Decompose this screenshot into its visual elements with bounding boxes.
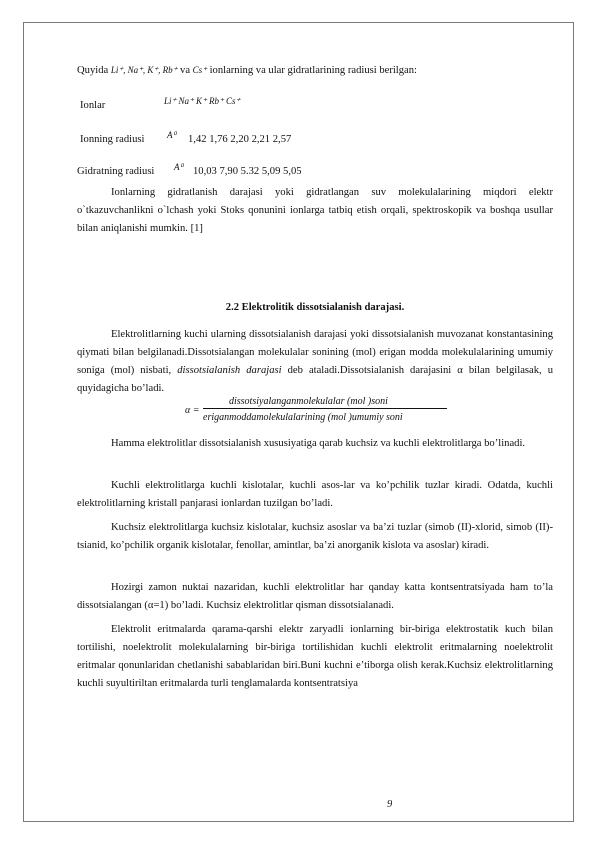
paragraph-modern-view: Hozirgi zamon nuktai nazaridan, kuchli elektrolitlar har qanday katta kontsentratsiyada ham to’la dissotsialangan (α=1) bo’ladi. Kuchsiz elektrolitlar qisman dissotsialanadi. [77,582,553,611]
radius-row-values: 1,42 1,76 2,20 2,21 2,57 [188,134,292,145]
para2-part-b: deb ataladi.Dissotsialanish darajasini α bilan belgilasak, u quyidagicha bo’ladi. [77,365,553,394]
hydrate-row-label: Gidratning radiusi [77,166,155,177]
formula-numerator: dissotsiyalanganmolekulalar (mol )soni [229,396,388,407]
para2-part-a: Elektrolitlarning kuchi ularning dissotsialanish darajasi yoki dissotsialanish muvozanat konstantasining qiymati bilan belgilanadi.Dissotsialangan molekulalar sonining (mol) erigan modda molekulalarining umumiy soniga (mol) nisbati, [77,329,553,376]
hydrate-unit: A⁰ [174,162,184,172]
intro-line [77,61,417,80]
section-heading: 2.2 Elektrolitik dissotsialanish darajasi. [225,302,405,313]
paragraph-dissociation-degree [77,326,553,398]
paragraph-classification: Hamma elektrolitlar dissotsialanish xususiyatiga qarab kuchsiz va kuchli elektrolitlarga bo’linadi. [111,438,526,449]
radius-row-label: Ionning radiusi [80,134,145,145]
intro-word: Quyida [77,65,109,76]
ion-row-label: Ionlar [80,100,106,111]
paragraph-hydration: Ionlarning gidratlanish darajasi yoki gidratlangan suv molekulalarining miqdori elektr o`tkazuvchanlikni o`lchash yoki Stoks qonunini ionlarga tatbiq etish orqali, spektroskopik va boshqa usullar bilan aniqlanishi mumkin. [1] [77,187,553,234]
page-number: 9 [387,799,393,810]
formula-denominator: eriganmoddamolekulalarining (mol )umumiy soni [203,412,403,423]
para2-term: dissotsialanish darajasi [177,365,282,376]
hydrate-row-values: 10,03 7,90 5.32 5,09 5,05 [193,166,302,177]
ion-row-symbols: Li⁺ Na⁺ K⁺ Rb⁺ Cs⁺ [164,96,241,106]
intro-conj: va [180,65,191,76]
paragraph-weak-electrolytes: Kuchsiz elektrolitlarga kuchsiz kislotalar, kuchsiz asoslar va ba’zi tuzlar (simob (II)-xlorid, simob (II)-tsianid, ko’pchilik organik kislotalar, fenollar, amintlar, ba’zi anorganik kislota va asoslar) kiradi. [77,522,553,551]
radius-unit: A⁰ [167,130,177,140]
paragraph-electrostatic: Elektrolit eritmalarda qarama-qarshi elektr zaryadli ionlarning bir-biriga elektrostatik kuch bilan tortilishi, noelektrolit molekulalarning bir-biriga tortilishidan kuchli elektrolit eritmalarning noelektrolit eritmalar qonunlaridan chetlanishi sabablaridan biri.Buni kuchni e’tiborga olish kerak.Kuchsiz elektrolitlarning kuchli suyultiriltan eritmalarda turli tenglamalarda kontsentratsiya [77,624,553,689]
intro-ions-formula: Li⁺, Na⁺, K⁺, Rb⁺ [110,65,178,75]
intro-tail: ionlarning va ular gidratlarining radiusi berilgan: [209,65,417,76]
intro-cs-formula: Cs⁺ [192,65,207,75]
formula-lhs: α = [185,405,200,416]
paragraph-strong-electrolytes: Kuchli elektrolitlarga kuchli kislotalar, kuchli asos-lar va ko’pchilik tuzlar kiradi. Odatda, kuchli elektrolitlarning kristall panjarasi ionlardan tuzilgan bo’ladi. [77,480,553,509]
alpha-formula [185,393,445,423]
